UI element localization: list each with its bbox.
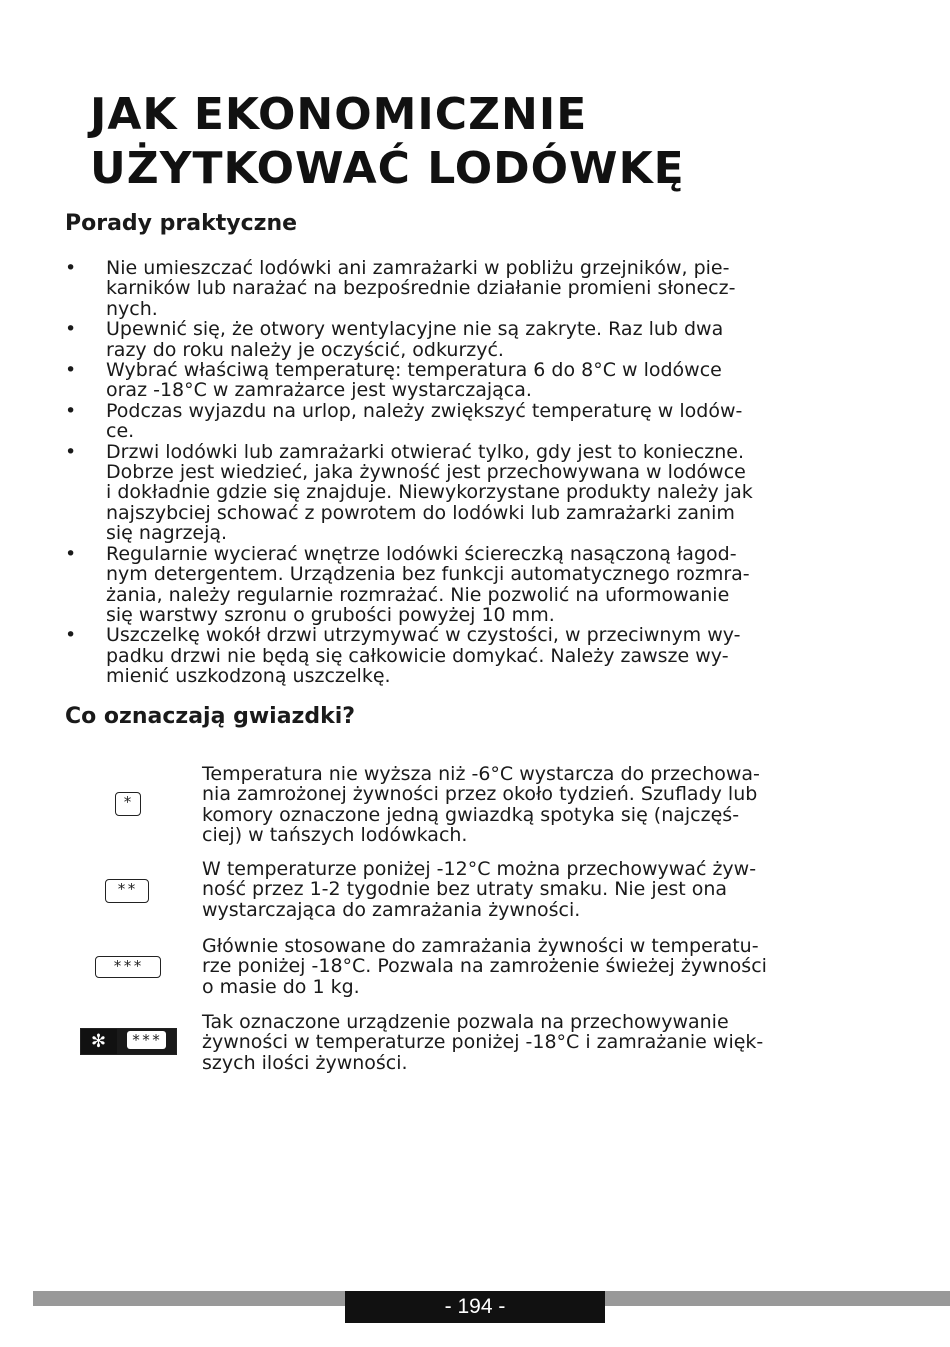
bullet-icon: •	[65, 359, 77, 382]
bullet-icon: •	[65, 624, 77, 647]
tip-line: się nagrzeją.	[106, 522, 228, 545]
tip-item	[65, 319, 890, 360]
tip-item	[65, 544, 890, 626]
stars-heading: Co oznaczają gwiazdki?	[65, 704, 356, 729]
tip-item	[65, 258, 890, 319]
tip-line: Wybrać właściwą temperaturę: temperatura 6 do 8°C w lodówce	[106, 359, 722, 382]
star-symbol: **	[116, 880, 138, 898]
star-description-line: żywności w temperaturze poniżej -18°C i zamrażanie więk-	[202, 1031, 764, 1054]
tips-list	[65, 258, 890, 687]
star-description-line: szych ilości żywności.	[202, 1051, 408, 1074]
tip-line: Upewnić się, że otwory wentylacyjne nie są zakryte. Raz lub dwa	[106, 318, 724, 341]
tip-line: Dobrze jest wiedzieć, jaka żywność jest przechowywana w lodówce	[106, 461, 746, 484]
tip-line: się warstwy szronu o grubości powyżej 10 mm.	[106, 603, 555, 626]
star-rating-row	[70, 936, 890, 998]
star-description	[202, 859, 874, 920]
star-symbol: ***	[127, 1031, 165, 1049]
star-symbol: ***	[112, 957, 144, 975]
star-description-line: nia zamrożonej żywności przez około tydzień. Szuflady lub	[202, 783, 758, 806]
star-description-line: komory oznaczone jedną gwiazdką spotyka się (najczęś-	[202, 803, 740, 826]
star-description	[202, 764, 874, 846]
star-rating-row	[70, 764, 890, 846]
bullet-icon: •	[65, 318, 77, 341]
bullet-icon: •	[65, 257, 77, 279]
star-description-line: o masie do 1 kg.	[202, 975, 360, 998]
star-description-line: Temperatura nie wyższa niż -6°C wystarcza do przechowa-	[202, 763, 760, 785]
four-star-icon	[80, 1028, 177, 1055]
tip-line: padku drzwi nie będą się całkowicie domykać. Należy zawsze wy-	[106, 644, 729, 667]
two-star-icon	[105, 879, 149, 903]
star-description-line: W temperaturze poniżej -12°C można przechowywać żyw-	[202, 858, 757, 880]
tip-item	[65, 625, 890, 686]
tip-line: razy do roku należy je oczyścić, odkurzyć.	[106, 338, 504, 361]
star-description-line: Tak oznaczone urządzenie pozwala na przechowywanie	[202, 1011, 729, 1033]
star-description-line: Głównie stosowane do zamrażania żywności w temperatu-	[202, 935, 759, 957]
tip-line: Podczas wyjazdu na urlop, należy zwiększyć temperaturę w lodów-	[106, 399, 743, 422]
star-description-line: ciej) w tańszych lodówkach.	[202, 824, 468, 847]
bullet-icon: •	[65, 542, 77, 565]
tip-line: żania, należy regularnie rozmrażać. Nie pozwolić na uformowanie	[106, 583, 730, 606]
tip-item	[65, 401, 890, 442]
tip-line: nych.	[106, 297, 158, 320]
tip-line: nym detergentem. Urządzenia bez funkcji automatycznego rozmra-	[106, 563, 750, 586]
one-star-icon	[115, 792, 141, 816]
tip-line: Nie umieszczać lodówki ani zamrażarki w pobliżu grzejników, pie-	[106, 257, 730, 279]
star-symbol: *	[122, 793, 134, 811]
tip-line: karników lub narażać na bezpośrednie działanie promieni słonecz-	[106, 277, 736, 300]
star-description-line: rze poniżej -18°C. Pozwala na zamrożenie świeżej żywności	[202, 955, 767, 978]
star-description-line: wystarczająca do zamrażania żywności.	[202, 898, 581, 921]
star-description	[202, 1012, 874, 1073]
small-stars	[117, 1029, 176, 1054]
bullet-icon: •	[65, 399, 77, 422]
page-number: - 194 -	[345, 1291, 605, 1323]
tip-line: Regularnie wycierać wnętrze lodówki ściereczką nasączoną łagod-	[106, 542, 737, 565]
page-title	[90, 88, 870, 196]
tip-line: Drzwi lodówki lub zamrażarki otwierać tylko, gdy jest to konieczne.	[106, 440, 745, 463]
star-rating-row	[70, 859, 890, 921]
tip-line: najszybciej schować z powrotem do lodówki lub zamrażarki zanim	[106, 501, 735, 524]
page-title-line-1: JAK EKONOMICZNIE	[90, 89, 588, 140]
tips-heading: Porady praktyczne	[65, 211, 298, 236]
star-description	[202, 936, 874, 997]
page-title-line-2: UŻYTKOWAĆ LODÓWKĘ	[90, 143, 685, 194]
tip-line: oraz -18°C w zamrażarce jest wystarczająca.	[106, 379, 532, 402]
tip-line: i dokładnie gdzie się znajduje. Niewykorzystane produkty należy jak	[106, 481, 753, 504]
big-star-icon: ✻	[81, 1029, 117, 1054]
bullet-icon: •	[65, 440, 77, 463]
star-rating-row	[70, 1012, 890, 1074]
tip-item	[65, 442, 890, 544]
tip-item	[65, 360, 890, 401]
star-description-line: ność przez 1-2 tygodnie bez utraty smaku. Nie jest ona	[202, 878, 728, 901]
tip-line: ce.	[106, 420, 135, 443]
tip-line: mienić uszkodzoną uszczelkę.	[106, 665, 391, 688]
tip-line: Uszczelkę wokół drzwi utrzymywać w czystości, w przeciwnym wy-	[106, 624, 741, 647]
three-star-icon	[95, 956, 161, 978]
